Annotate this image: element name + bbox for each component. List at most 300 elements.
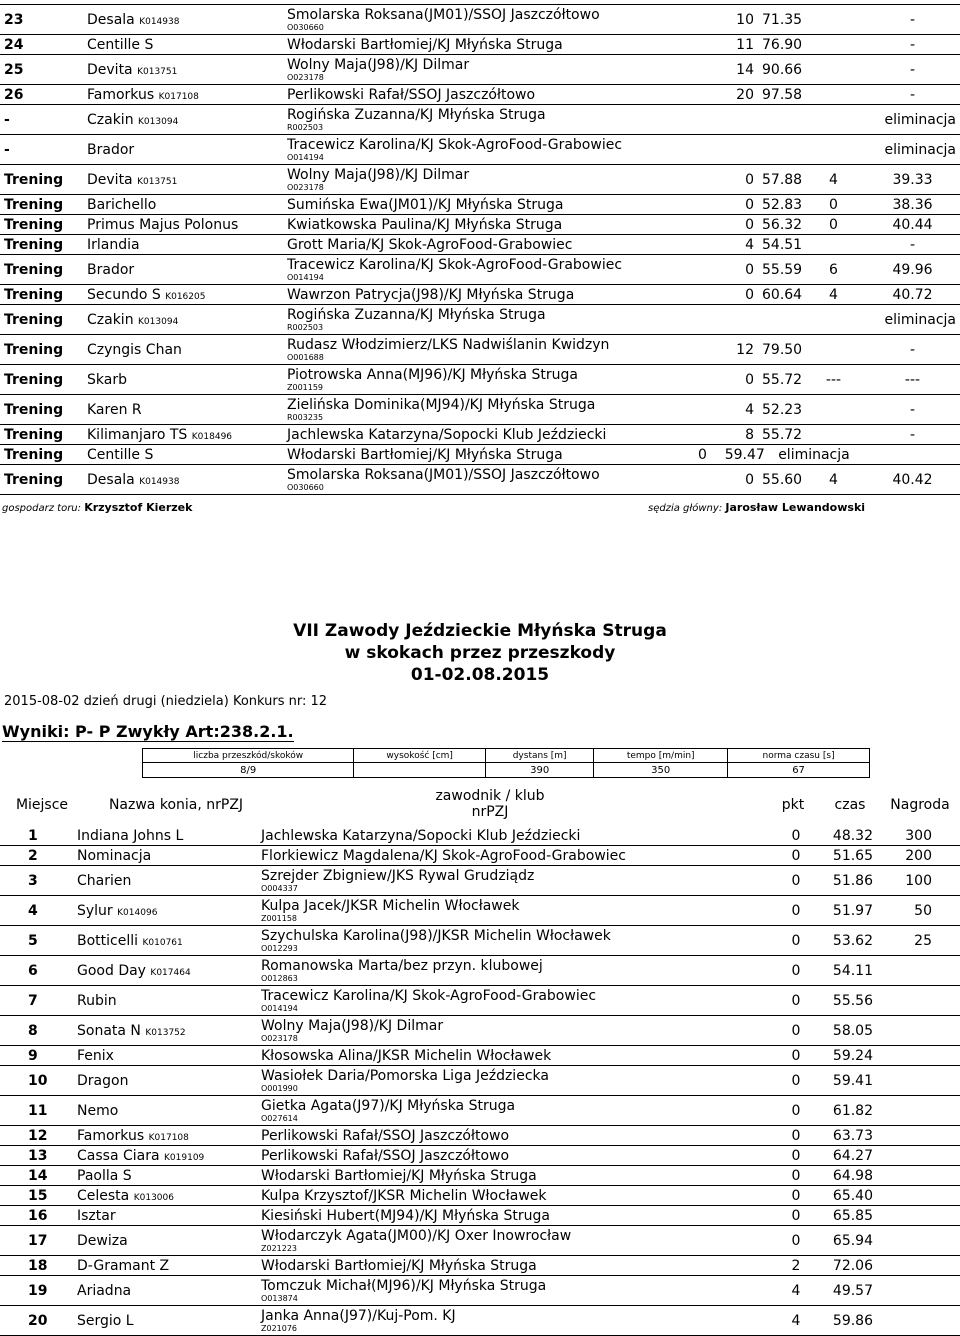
time-cell xyxy=(821,1166,877,1186)
points: 0 xyxy=(791,1102,801,1119)
points: 0 xyxy=(791,902,801,919)
jumpoff-points: 4 xyxy=(829,171,838,188)
place: - xyxy=(4,111,10,128)
jumpoff-points-cell xyxy=(802,285,865,305)
place: 14 xyxy=(28,1167,48,1184)
rider-cell xyxy=(257,1166,771,1186)
table-row xyxy=(0,926,960,956)
time: 56.32 xyxy=(762,216,802,233)
horse-code: K010761 xyxy=(142,937,183,948)
jumpoff-points-cell xyxy=(802,215,865,235)
horse-cell xyxy=(83,215,283,235)
place: 2 xyxy=(28,847,38,864)
points: 0 xyxy=(791,962,801,979)
rider-cell xyxy=(283,335,694,365)
points-cell xyxy=(694,5,758,35)
place-cell xyxy=(0,1276,73,1306)
rider-name: Janka Anna(J97)/Kuj-Pom. KJ xyxy=(261,1307,456,1324)
jumpoff-time-cell xyxy=(865,465,960,495)
time-cell xyxy=(821,1096,877,1126)
table-row xyxy=(0,445,960,465)
points: 2 xyxy=(791,1257,801,1274)
place-cell xyxy=(0,135,83,165)
results-table-part2 xyxy=(0,826,960,1336)
points-cell xyxy=(771,846,821,866)
horse-cell xyxy=(83,395,283,425)
rider-cell xyxy=(257,1186,771,1206)
horse-cell xyxy=(83,235,283,255)
place-cell xyxy=(0,305,83,335)
place: Trening xyxy=(4,286,64,303)
rider-cell xyxy=(257,1066,771,1096)
jumpoff-time: 39.33 xyxy=(892,171,933,188)
time-cell xyxy=(758,55,802,85)
place-cell xyxy=(0,1016,73,1046)
rider-name: Szychulska Karolina(J98)/JKSR Michelin Włocławek xyxy=(261,927,611,944)
rider-code: O004337 xyxy=(261,883,298,893)
table-row xyxy=(0,425,960,445)
place-cell xyxy=(0,1306,73,1336)
rider-name: Perlikowski Rafał/SSOJ Jaszczółtowo xyxy=(287,86,536,103)
table-row xyxy=(0,1256,960,1276)
place: Trening xyxy=(4,401,64,418)
place: Trening xyxy=(4,311,64,328)
table-row xyxy=(0,866,960,896)
points-cell xyxy=(771,986,821,1016)
points: 0 xyxy=(791,1127,801,1144)
place: 4 xyxy=(28,902,38,919)
jumpoff-time: - xyxy=(909,401,916,418)
header-rider-line1: zawodnik / klub xyxy=(435,788,545,804)
prize-cell xyxy=(877,846,960,866)
place: 8 xyxy=(28,1022,38,1039)
header-rider-line2: nrPZJ xyxy=(471,804,509,820)
header-horse: Nazwa konia, nrPZJ xyxy=(108,797,244,813)
table-row xyxy=(0,195,960,215)
horse-name: Centille S xyxy=(87,446,154,463)
points-cell xyxy=(694,55,758,85)
rider-cell xyxy=(283,285,694,305)
horse-code: K017464 xyxy=(150,967,191,978)
table-row xyxy=(0,365,960,395)
rider-cell xyxy=(257,846,771,866)
table-row xyxy=(0,395,960,425)
points-cell xyxy=(771,1276,821,1306)
place-cell xyxy=(0,85,83,105)
place: Trening xyxy=(4,171,64,188)
time: 65.40 xyxy=(832,1187,873,1204)
place-cell xyxy=(0,1146,73,1166)
param-header-distance: dystans [m] xyxy=(486,749,594,763)
horse-code: K013094 xyxy=(138,316,179,327)
table-row xyxy=(0,135,960,165)
jumpoff-time: - xyxy=(909,341,916,358)
rider-name: Perlikowski Rafał/SSOJ Jaszczółtowo xyxy=(261,1147,510,1164)
points: 0 xyxy=(791,932,801,949)
points-cell xyxy=(771,866,821,896)
horse-code: K018496 xyxy=(191,431,233,442)
table-row xyxy=(0,826,960,846)
param-header-height: wysokość [cm] xyxy=(354,749,486,763)
prize: 25 xyxy=(914,932,932,949)
rider-code: O013874 xyxy=(261,1293,298,1303)
place-cell xyxy=(0,465,83,495)
rider-code: R002503 xyxy=(287,122,324,132)
prize-cell xyxy=(877,1096,960,1126)
header-points: pkt xyxy=(781,797,805,813)
horse-cell xyxy=(83,425,283,445)
points-cell xyxy=(694,255,758,285)
horse-cell xyxy=(73,1276,257,1306)
place: 5 xyxy=(28,932,38,949)
place-cell xyxy=(0,1066,73,1096)
prize-cell xyxy=(877,1306,960,1336)
time: 51.65 xyxy=(832,847,873,864)
elimination-cell xyxy=(694,305,960,335)
time: 97.58 xyxy=(762,86,802,103)
table-row xyxy=(0,1276,960,1306)
horse-cell xyxy=(73,1206,257,1226)
time-cell xyxy=(821,1126,877,1146)
jumpoff-points-cell xyxy=(802,5,865,35)
table-row xyxy=(0,1016,960,1046)
place: 10 xyxy=(28,1072,48,1089)
points-cell xyxy=(694,335,758,365)
horse-name: Rubin xyxy=(77,992,117,1009)
place-cell xyxy=(0,335,83,365)
prize-cell xyxy=(877,1226,960,1256)
horse-name: Primus Majus Polonus xyxy=(87,216,239,233)
place: Trening xyxy=(4,341,64,358)
horse-name: Centille S xyxy=(87,36,154,53)
rider-code: O023178 xyxy=(287,72,324,82)
place: 26 xyxy=(4,86,24,103)
rider-name: Wawrzon Patrycja(J98)/KJ Młyńska Struga xyxy=(287,286,575,303)
place-cell xyxy=(0,1226,73,1256)
time-cell xyxy=(758,5,802,35)
time: 48.32 xyxy=(832,827,873,844)
rider-name: Kwiatkowska Paulina/KJ Młyńska Struga xyxy=(287,216,563,233)
jumpoff-time: - xyxy=(909,426,916,443)
elimination-status: eliminacja xyxy=(884,141,956,158)
horse-name: Nemo xyxy=(77,1102,119,1119)
rider-cell xyxy=(283,235,694,255)
horse-code: K019109 xyxy=(164,1152,205,1163)
prize-cell xyxy=(877,1256,960,1276)
time: 52.83 xyxy=(762,196,802,213)
place-cell xyxy=(0,846,73,866)
points: 0 xyxy=(791,1072,801,1089)
horse-cell xyxy=(73,1226,257,1256)
time-cell xyxy=(821,1146,877,1166)
place-cell xyxy=(0,445,83,465)
place-cell xyxy=(0,5,83,35)
time-cell xyxy=(821,1046,877,1066)
jumpoff-time-cell xyxy=(865,235,960,255)
rider-name: Smolarska Roksana(JM01)/SSOJ Jaszczółtowo xyxy=(287,6,600,23)
rider-code: O023178 xyxy=(261,1033,298,1043)
table-row xyxy=(0,1166,960,1186)
horse-cell xyxy=(73,1096,257,1126)
param-time-norm: 67 xyxy=(728,763,870,778)
rider-name: Szrejder Zbigniew/JKS Rywal Grudziądz xyxy=(261,867,535,884)
points-cell xyxy=(694,215,758,235)
points-cell xyxy=(771,1066,821,1096)
horse-cell xyxy=(83,285,283,305)
elimination-status: eliminacja xyxy=(778,446,850,463)
horse-name: Ariadna xyxy=(77,1282,132,1299)
course-parameters xyxy=(142,748,870,778)
prize: 200 xyxy=(905,847,932,864)
place: 7 xyxy=(28,992,38,1009)
horse-name: Devita xyxy=(87,171,133,188)
rider-code: Z001159 xyxy=(287,382,324,392)
horse-name: Skarb xyxy=(87,371,127,388)
rider-cell xyxy=(257,1256,771,1276)
points-cell xyxy=(771,926,821,956)
points: 0 xyxy=(791,992,801,1009)
place: Trening xyxy=(4,426,64,443)
points: 8 xyxy=(745,426,754,443)
rider-name: Kulpa Jacek/JKSR Michelin Włocławek xyxy=(261,897,520,914)
time-cell xyxy=(758,85,802,105)
horse-name: Famorkus xyxy=(77,1127,145,1144)
time-cell xyxy=(758,255,802,285)
horse-name: Nominacja xyxy=(77,847,152,864)
horse-name: Irlandia xyxy=(87,236,140,253)
prize-cell xyxy=(877,826,960,846)
prize-cell xyxy=(877,1186,960,1206)
place: Trening xyxy=(4,261,64,278)
rider-code: Z021076 xyxy=(261,1323,298,1333)
horse-name: Brador xyxy=(87,141,135,158)
horse-name: Indiana Johns L xyxy=(77,827,184,844)
prize-cell xyxy=(877,1276,960,1306)
prize-cell xyxy=(877,926,960,956)
table-row xyxy=(0,896,960,926)
table-row xyxy=(0,255,960,285)
time-cell xyxy=(758,35,802,55)
prize-cell xyxy=(877,1066,960,1096)
rider-cell xyxy=(257,1276,771,1306)
table-row xyxy=(0,215,960,235)
time-cell xyxy=(758,215,802,235)
time: 51.86 xyxy=(832,872,873,889)
points: 0 xyxy=(745,286,754,303)
param-header-obstacles: liczba przeszkód/skoków xyxy=(143,749,354,763)
points: 4 xyxy=(791,1312,801,1329)
place: 1 xyxy=(28,827,38,844)
points-cell xyxy=(694,85,758,105)
place-cell xyxy=(0,365,83,395)
horse-name: Dewiza xyxy=(77,1232,128,1249)
rider-cell xyxy=(257,1226,771,1256)
points: 0 xyxy=(698,446,707,463)
time: 65.94 xyxy=(832,1232,873,1249)
time: 55.72 xyxy=(762,426,802,443)
jumpoff-time: - xyxy=(909,36,916,53)
rider-cell xyxy=(283,195,694,215)
rider-cell xyxy=(257,1206,771,1226)
jumpoff-time: 40.44 xyxy=(892,216,933,233)
horse-name: Kilimanjaro TS xyxy=(87,426,188,443)
horse-cell xyxy=(83,135,283,165)
rider-name: Gietka Agata(J97)/KJ Młyńska Struga xyxy=(261,1097,516,1114)
rider-cell xyxy=(257,866,771,896)
points: 4 xyxy=(745,236,754,253)
horse-name: Karen R xyxy=(87,401,142,418)
event-subtitle: w skokach przez przeszkody xyxy=(344,643,616,663)
rider-name: Tomczuk Michał(MJ96)/KJ Młyńska Struga xyxy=(261,1277,547,1294)
jumpoff-time: 40.42 xyxy=(892,471,933,488)
rider-name: Wolny Maja(J98)/KJ Dilmar xyxy=(287,56,470,73)
points: 0 xyxy=(745,261,754,278)
time: 51.97 xyxy=(832,902,873,919)
jumpoff-time: 49.96 xyxy=(892,261,933,278)
time-cell xyxy=(758,395,802,425)
event-title: VII Zawody Jeździeckie Młyńska Struga xyxy=(293,621,667,641)
rider-code: R002503 xyxy=(287,322,324,332)
points: 0 xyxy=(791,847,801,864)
horse-name: Paolla S xyxy=(77,1167,132,1184)
rider-cell xyxy=(257,1306,771,1336)
horse-cell xyxy=(83,165,283,195)
elimination-status: eliminacja xyxy=(884,111,956,128)
horse-name: Sergio L xyxy=(77,1312,134,1329)
time-cell xyxy=(821,866,877,896)
place: 20 xyxy=(28,1312,48,1329)
rider-code: Z001158 xyxy=(261,913,298,923)
jumpoff-points-cell xyxy=(802,165,865,195)
horse-name: Sylur xyxy=(77,902,113,919)
prize-cell xyxy=(877,866,960,896)
place: 25 xyxy=(4,61,24,78)
place-cell xyxy=(0,105,83,135)
points: 0 xyxy=(745,471,754,488)
rider-name: Rogińska Zuzanna/KJ Młyńska Struga xyxy=(287,306,546,323)
course-host xyxy=(2,501,192,514)
table-row xyxy=(0,1066,960,1096)
jumpoff-time-cell xyxy=(865,425,960,445)
host-label: gospodarz toru: xyxy=(2,503,82,514)
horse-cell xyxy=(73,1186,257,1206)
table-row xyxy=(0,1096,960,1126)
table-row xyxy=(0,956,960,986)
param-header-time-norm: norma czasu [s] xyxy=(728,749,870,763)
points: 4 xyxy=(791,1282,801,1299)
param-tempo: 350 xyxy=(594,763,728,778)
rider-code: O023178 xyxy=(287,182,324,192)
place-cell xyxy=(0,255,83,285)
points-cell xyxy=(771,1166,821,1186)
jumpoff-time-cell xyxy=(865,195,960,215)
jumpoff-time-cell xyxy=(865,85,960,105)
points: 0 xyxy=(791,1207,801,1224)
time: 54.51 xyxy=(762,236,802,253)
table-row xyxy=(0,1126,960,1146)
points-cell xyxy=(694,235,758,255)
horse-name: Czyngis Chan xyxy=(87,341,182,358)
time-cell xyxy=(821,1016,877,1046)
table-row xyxy=(0,1186,960,1206)
rider-name: Wolny Maja(J98)/KJ Dilmar xyxy=(287,166,470,183)
event-dates: 01-02.08.2015 xyxy=(410,665,550,685)
jumpoff-points-cell xyxy=(802,465,865,495)
horse-code: K017108 xyxy=(158,91,199,102)
rider-name: Kłosowska Alina/JKSR Michelin Włocławek xyxy=(261,1047,552,1064)
time: 64.27 xyxy=(832,1147,873,1164)
horse-cell xyxy=(73,986,257,1016)
horse-cell xyxy=(73,826,257,846)
time-cell xyxy=(821,1206,877,1226)
time-cell xyxy=(821,1306,877,1336)
time-cell xyxy=(821,1256,877,1276)
horse-cell xyxy=(83,5,283,35)
points-cell xyxy=(771,1126,821,1146)
place-cell xyxy=(0,1096,73,1126)
place: - xyxy=(4,141,10,158)
time-cell xyxy=(758,365,802,395)
competition-day-info: 2015-08-02 dzień drugi (niedziela) Konkurs nr: 12 xyxy=(4,694,328,709)
prize-cell xyxy=(877,1206,960,1226)
place-cell xyxy=(0,956,73,986)
horse-name: Charien xyxy=(77,872,132,889)
time: 59.47 xyxy=(724,446,765,463)
param-height xyxy=(354,763,486,778)
rider-name: Tracewicz Karolina/KJ Skok-AgroFood-Grabowiec xyxy=(287,136,623,153)
rider-name: Włodarski Bartłomiej/KJ Młyńska Struga xyxy=(261,1167,537,1184)
time-cell xyxy=(821,846,877,866)
horse-cell xyxy=(73,896,257,926)
horse-cell xyxy=(83,465,283,495)
jumpoff-points-cell xyxy=(802,335,865,365)
points-cell xyxy=(771,1096,821,1126)
time: 61.82 xyxy=(832,1102,873,1119)
time-cell xyxy=(758,465,802,495)
points: 0 xyxy=(791,1187,801,1204)
horse-cell xyxy=(73,846,257,866)
rider-cell xyxy=(257,1146,771,1166)
points: 10 xyxy=(736,11,754,28)
place: 11 xyxy=(28,1102,48,1119)
points-cell xyxy=(694,195,758,215)
points-cell xyxy=(694,35,758,55)
prize-cell xyxy=(877,1166,960,1186)
prize-cell xyxy=(877,1046,960,1066)
horse-cell xyxy=(83,305,283,335)
points-cell xyxy=(694,285,758,305)
rider-cell xyxy=(257,956,771,986)
time-cell xyxy=(758,425,802,445)
horse-name: Botticelli xyxy=(77,932,139,949)
table-row xyxy=(0,85,960,105)
points-cell xyxy=(694,365,758,395)
points-cell xyxy=(771,1186,821,1206)
time-cell xyxy=(758,285,802,305)
rider-code: Z021223 xyxy=(261,1243,298,1253)
time-cell xyxy=(758,165,802,195)
time: 53.62 xyxy=(832,932,873,949)
rider-name: Sumińska Ewa(JM01)/KJ Młyńska Struga xyxy=(287,196,564,213)
horse-cell xyxy=(73,1126,257,1146)
points-cell xyxy=(771,1146,821,1166)
points: 0 xyxy=(745,216,754,233)
rider-cell xyxy=(257,1096,771,1126)
time: 49.57 xyxy=(832,1282,873,1299)
rider-name: Perlikowski Rafał/SSOJ Jaszczółtowo xyxy=(261,1127,510,1144)
place: Trening xyxy=(4,446,64,463)
place: 12 xyxy=(28,1127,48,1144)
